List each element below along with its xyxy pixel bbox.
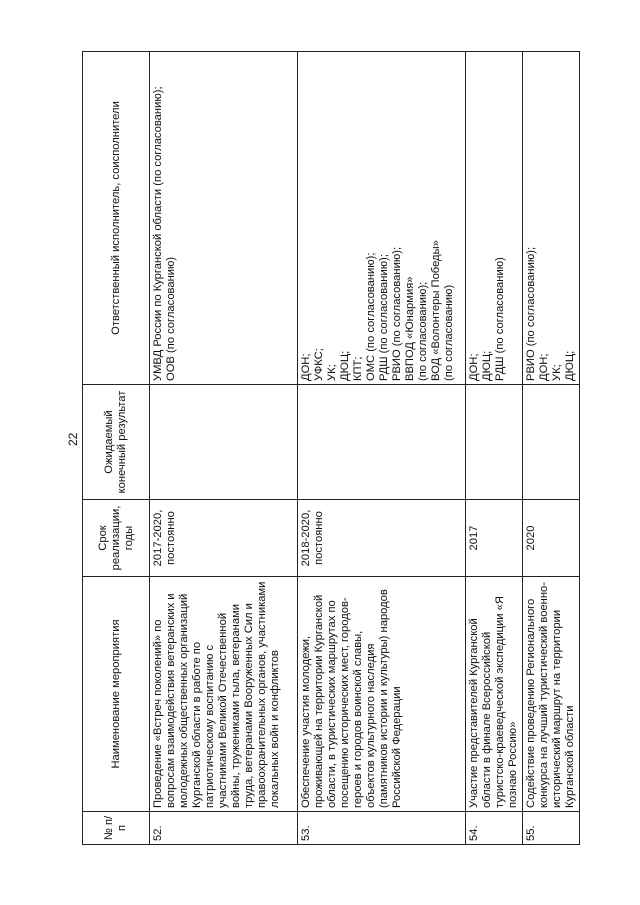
executor-line: ООВ (по согласованию): [165, 256, 177, 381]
row-term: 2018-2020, постоянно: [298, 500, 466, 577]
executor-line: ДЮЦ;: [481, 350, 493, 381]
row-name: Проведение «Встреч поколений» по вопросам взаимодействия ветеранских и молодежных общественных организаций Курганской области в работе по патриотическому воспитанию с участниками Великой Отечественной войны, тружениками тыла, ветеранами труда, ветеранами Вооруженных Сил и правоохранительных органов, участниками локальных войн и конфликтов: [150, 577, 298, 812]
table-row: [298, 52, 466, 845]
row-term: 2017-2020, постоянно: [150, 500, 298, 577]
executor-line: (по согласованию): [443, 284, 455, 381]
row-name: Участие представителей Курганской области в финале Всероссийской туристско-краеведческой экспедиции «Я познаю Россию»: [466, 577, 523, 812]
executor-line: РДШ (по согласованию);: [378, 254, 390, 381]
page-number: 22: [66, 432, 80, 446]
executor-line: ВВПОД «Юнармия»: [404, 276, 416, 381]
row-num: 54.: [466, 812, 523, 845]
row-executor: [466, 52, 523, 385]
executor-line: РДШ (по согласованию): [494, 257, 506, 381]
measures-table: [82, 51, 580, 845]
executor-line: УМВД России по Курганской области (по согласованию);: [152, 86, 164, 381]
header-result: Ожидаемый конечный результат: [83, 385, 150, 500]
executor-line: ДЮЦ;: [564, 350, 576, 381]
row-result: [150, 385, 298, 500]
executor-line: ДОН;: [300, 353, 312, 381]
row-name: Содействие проведению Регионального конкурса на лучший туристический военно-исторический маршрут на территории Курганской области: [523, 577, 580, 812]
row-result: [523, 385, 580, 500]
executor-line: КПТ;: [352, 356, 364, 381]
executor-line: УК;: [326, 364, 338, 381]
table-header-row: [83, 52, 150, 845]
executor-line: ДЮЦ;: [339, 350, 351, 381]
table-row: [523, 52, 580, 845]
executor-line: ОМС (по согласованию);: [365, 252, 377, 381]
executor-line: УК;: [551, 364, 563, 381]
header-name: Наименование мероприятия: [83, 577, 150, 812]
row-executor: [150, 52, 298, 385]
row-executor: [298, 52, 466, 385]
header-term: Срок реализации, годы: [83, 500, 150, 577]
executor-line: ДОН;: [468, 353, 480, 381]
executor-line: РВИО (по согласованию);: [391, 246, 403, 381]
row-result: [298, 385, 466, 500]
row-num: 55.: [523, 812, 580, 845]
executor-line: РВИО (по согласованию);: [525, 246, 537, 381]
row-num: 52.: [150, 812, 298, 845]
row-executor: [523, 52, 580, 385]
executor-line: ДОН;: [538, 353, 550, 381]
row-term: 2017: [466, 500, 523, 577]
row-result: [466, 385, 523, 500]
table-row: [466, 52, 523, 845]
header-num: № п/п: [83, 812, 150, 845]
table-row: [150, 52, 298, 845]
rotated-table-container: [82, 51, 576, 845]
executor-line: (по согласованию);: [417, 281, 429, 381]
row-term: 2020: [523, 500, 580, 577]
executor-line: ВОД «Волонтеры Победы»: [430, 240, 442, 381]
executor-line: УФКС;: [313, 348, 325, 381]
row-num: 53.: [298, 812, 466, 845]
header-executor: Ответственный исполнитель, соисполнители: [83, 52, 150, 385]
row-name: Обеспечение участия молодежи, проживающей на территории Курганской области, в туристических маршрутах по посещению исторических мест, городов-героев и городов воинской славы, объектов культурного наследия (памятников истории и культуры) народов Российской Федерации: [298, 577, 466, 812]
